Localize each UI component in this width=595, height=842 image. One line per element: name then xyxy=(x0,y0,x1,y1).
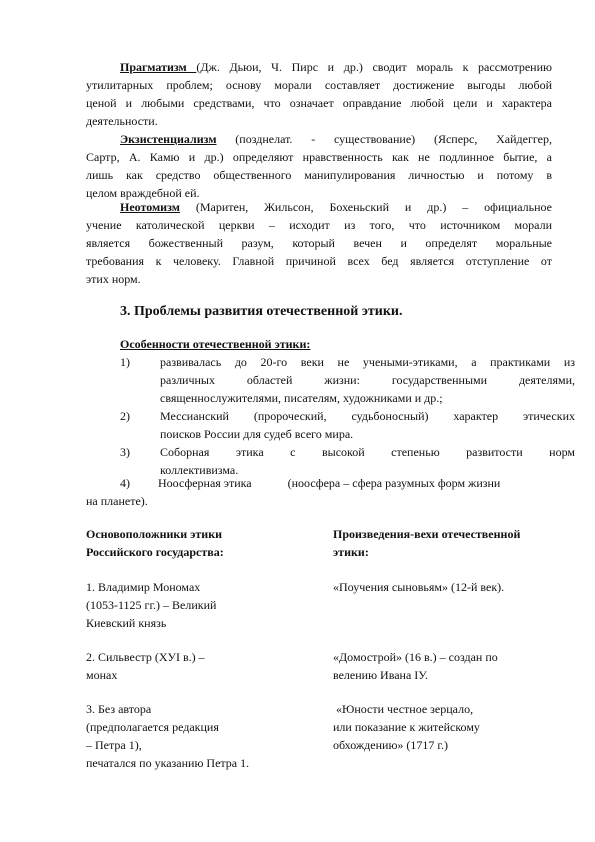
table-row-left xyxy=(86,648,316,684)
header-line: Российского государства: xyxy=(86,545,224,559)
existentialism-paragraph xyxy=(86,130,552,202)
list-item-number: 4) xyxy=(120,476,130,490)
existentialism-line-1: (позднелат. - существование) (Ясперс, Хайдеггер, xyxy=(235,132,552,146)
features-title: Особенности отечественной этики: xyxy=(120,337,311,351)
cell-line: велению Ивана IУ. xyxy=(333,668,428,682)
neothomism-line-4: требования к человеку. Главной причиной всех бед является отступление от xyxy=(86,254,552,268)
cell-line: (1053-1125 гг.) – Великий xyxy=(86,598,217,612)
neothomism-paragraph xyxy=(86,198,552,288)
table-row-left xyxy=(86,578,316,632)
list-item-line: поисков России для судеб всего мира. xyxy=(160,427,354,441)
cell-line: «Домострой» (16 в.) – создан по xyxy=(333,650,498,664)
table-right-header xyxy=(333,525,563,561)
table-row-left xyxy=(86,700,326,772)
neothomism-term: Неотомизм xyxy=(120,200,180,214)
existentialism-term: Экзистенциализм xyxy=(120,132,217,146)
neothomism-line-5: этих норм. xyxy=(86,272,141,286)
list-item-line: Ноосферная этика xyxy=(158,476,252,490)
cell-line: – Петра 1), xyxy=(86,738,142,752)
list-item-line: развивалась до 20-го веки не учеными-этиками, а практиками из xyxy=(160,355,575,369)
list-item-number: 2) xyxy=(120,409,130,423)
cell-line: (предполагается редакция xyxy=(86,720,219,734)
neothomism-line-1: (Маритен, Жильсон, Бохеньский и др.) – официальное xyxy=(195,200,553,214)
existentialism-line-2: Сартр, А. Камю и др.) определяют нравственность как не подлинное бытие, а xyxy=(86,150,552,164)
cell-line: печатался по указанию Петра 1. xyxy=(86,756,250,770)
cell-line: 2. Сильвестр (XУI в.) – xyxy=(86,650,205,664)
existentialism-line-3: лишь как средство общественного манипулирования личностью и потому в xyxy=(86,168,552,182)
pragmatism-line-2: утилитарных проблем; основу морали составляет достижение выгоды любой xyxy=(86,78,552,92)
cell-line: 1. Владимир Мономах xyxy=(86,580,201,594)
table-left-header xyxy=(86,525,316,561)
header-line: этики: xyxy=(333,545,369,559)
list-item-line: Соборная этика с высокой степенью развитости норм xyxy=(160,445,575,459)
existentialism-line-4: целом враждебной ей. xyxy=(86,186,200,200)
header-line: Произведения-вехи отечественной xyxy=(333,527,521,541)
table-row-right xyxy=(333,648,563,684)
neothomism-line-3: является божественный разум, который вечен и определят моральные xyxy=(86,236,552,250)
list-item-line: священнослужителями, писателям, художниками и др.; xyxy=(160,391,443,405)
cell-line: «Юности честное зерцало, xyxy=(333,702,474,716)
pragmatism-line-4: деятельности. xyxy=(86,114,158,128)
cell-line: обхождению» (1717 г.) xyxy=(333,738,448,752)
list-item-line: Мессианский (пророческий, судьбоносный) характер этических xyxy=(160,409,575,423)
list-item-line: (ноосфера – сфера разумных форм жизни xyxy=(287,476,501,490)
table-row-right xyxy=(333,578,563,596)
cell-line: 3. Без автора xyxy=(86,702,152,716)
list-item xyxy=(86,474,552,510)
cell-line: Киевский князь xyxy=(86,616,167,630)
cell-line: монах xyxy=(86,668,118,682)
neothomism-line-2: учение католической церкви – исходит из того, что источником морали xyxy=(86,218,552,232)
pragmatism-line-3: ценой и любыми средствами, что означает оправдание любой цели и характера xyxy=(86,96,552,110)
table-row-right xyxy=(333,700,563,754)
list-item-number: 3) xyxy=(120,445,130,459)
header-line: Основоположники этики xyxy=(86,527,223,541)
cell-line: или показание к житейскому xyxy=(333,720,480,734)
list-item-number: 1) xyxy=(120,355,130,369)
list-item-line: на планете). xyxy=(86,494,148,508)
section-heading: 3. Проблемы развития отечественной этики. xyxy=(120,304,403,319)
cell-line: «Поучения сыновьям» (12-й век). xyxy=(333,580,505,594)
list-item-line: различных областей жизни: государственными деятелями, xyxy=(160,373,575,387)
list-item-line: коллективизма. xyxy=(160,463,239,477)
pragmatism-paragraph xyxy=(86,58,552,130)
pragmatism-term: Прагматизм xyxy=(120,60,197,74)
pragmatism-line-1: (Дж. Дьюи, Ч. Пирс и др.) сводит мораль к рассмотрению xyxy=(196,60,552,74)
